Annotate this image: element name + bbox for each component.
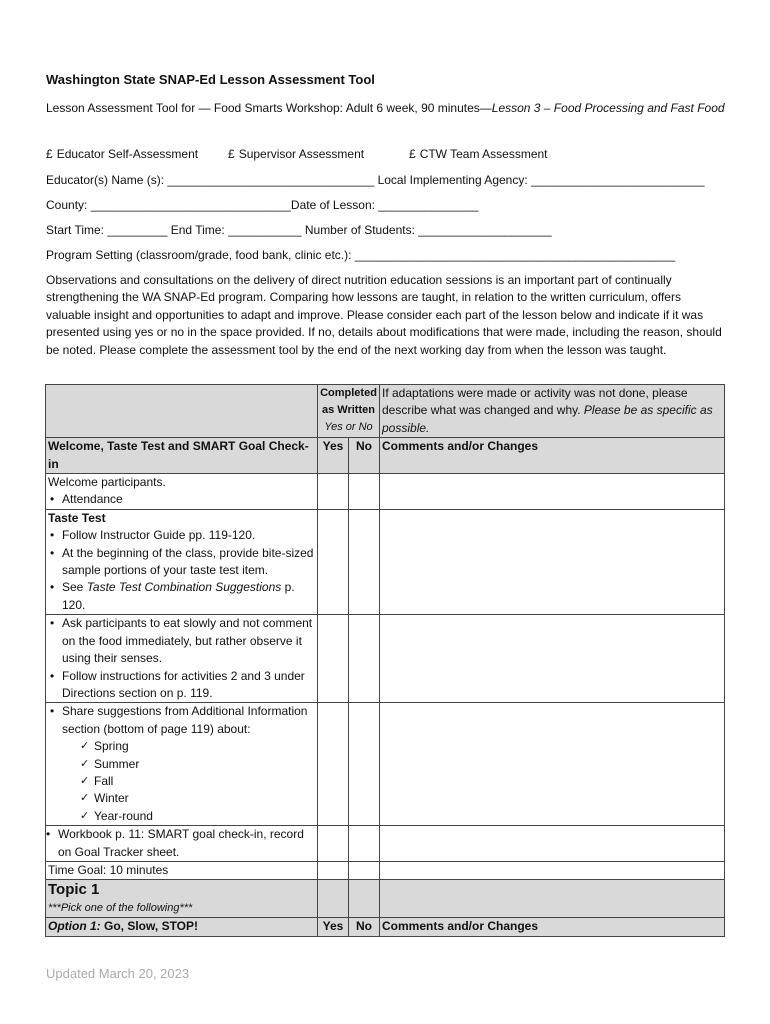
share-cell	[46, 703, 318, 826]
assessment-table	[45, 384, 725, 937]
comments-cell[interactable]	[380, 826, 725, 862]
comments-cell[interactable]	[380, 474, 725, 510]
comments-cell[interactable]	[380, 703, 725, 826]
section-header-row	[46, 438, 725, 474]
yes-cell[interactable]	[318, 826, 349, 862]
b3-pre: See	[62, 580, 87, 595]
no-header: No	[349, 918, 380, 936]
workbook-cell	[46, 826, 318, 862]
checkbox-educator-self[interactable]	[46, 146, 198, 163]
adaptation-header	[380, 385, 725, 438]
welcome-cell	[46, 474, 318, 510]
topic-blank	[349, 880, 380, 918]
option-label: Option 1:	[48, 919, 101, 934]
topic-blank	[318, 880, 349, 918]
comments-cell[interactable]	[380, 509, 725, 614]
table-row	[46, 861, 725, 879]
yes-header: Yes	[318, 438, 349, 474]
list-item	[62, 579, 315, 614]
no-cell[interactable]	[349, 826, 380, 862]
list-item: • Follow instructions for activities 2 and 3 under Directions section on p. 119.	[62, 668, 315, 703]
comments-cell	[380, 861, 725, 879]
header-blank	[46, 385, 318, 438]
time-goal: Time Goal: 10 minutes	[46, 861, 318, 879]
table-row	[46, 509, 725, 614]
yes-cell[interactable]	[318, 703, 349, 826]
comments-header: Comments and/or Changes	[380, 438, 725, 474]
season-item: ✓ Year-round	[78, 808, 315, 825]
table-row	[46, 474, 725, 510]
ask-cell	[46, 615, 318, 703]
no-cell[interactable]	[349, 615, 380, 703]
list-item: • At the beginning of the class, provide bite-sized sample portions of your taste test item.	[62, 545, 315, 580]
yes-cell[interactable]	[318, 509, 349, 614]
checkbox-glyph: £	[409, 147, 416, 161]
no-cell[interactable]	[349, 509, 380, 614]
topic-subtitle: ***Pick one of the following***	[48, 902, 193, 915]
list-item: • Workbook p. 11: SMART goal check-in, record on Goal Tracker sheet.	[58, 826, 315, 861]
checkbox-supervisor[interactable]	[228, 146, 364, 163]
checkbox-label: CTW Team Assessment	[419, 147, 548, 161]
option-header-row	[46, 918, 725, 936]
checkbox-glyph: £	[228, 147, 235, 161]
checkbox-glyph: £	[46, 147, 53, 161]
document-title: Washington State SNAP-Ed Lesson Assessment Tool	[46, 72, 375, 87]
yes-cell	[318, 861, 349, 879]
setting-field[interactable]: Program Setting (classroom/grade, food bank, clinic etc.): ________________________________________________	[46, 248, 676, 262]
topic-row	[46, 880, 725, 918]
checkbox-label: Supervisor Assessment	[238, 147, 365, 161]
yes-header: Yes	[318, 918, 349, 936]
season-item: ✓ Winter	[78, 790, 315, 807]
no-cell[interactable]	[349, 474, 380, 510]
yes-cell[interactable]	[318, 615, 349, 703]
topic-cell	[46, 880, 318, 918]
list-item: • Ask participants to eat slowly and not comment on the food immediately, but rather observe it using their senses.	[62, 615, 315, 667]
taste-test-heading: Taste Test	[48, 510, 106, 525]
season-item: ✓ Summer	[78, 756, 315, 773]
completed-header	[318, 385, 380, 438]
section-title: Welcome, Taste Test and SMART Goal Check-in	[46, 438, 318, 474]
no-cell[interactable]	[349, 703, 380, 826]
taste-test-cell	[46, 509, 318, 614]
checkbox-label: Educator Self-Assessment	[56, 147, 199, 161]
b3-ital: Taste Test Combination Suggestions	[86, 580, 282, 595]
completed-line3: Yes or No	[324, 421, 373, 433]
comments-cell[interactable]	[380, 615, 725, 703]
table-row	[46, 703, 725, 826]
option-name: Go, Slow, STOP!	[100, 919, 199, 934]
no-header: No	[349, 438, 380, 474]
table-row	[46, 826, 725, 862]
table-header-row	[46, 385, 725, 438]
completed-line2: as Written	[322, 404, 375, 416]
comments-header: Comments and/or Changes	[380, 918, 725, 936]
list-item: • Share suggestions from Additional Information section (bottom of page 119) about:	[62, 703, 315, 738]
checkbox-ctw-team[interactable]	[409, 146, 548, 163]
adaptation-text: If adaptations were made or activity was not done, please describe what was changed and why.	[382, 386, 688, 418]
county-field[interactable]: County: ______________________________Date of Lesson: _______________	[46, 198, 479, 212]
intro-lesson: Lesson 3 – Food Processing and Fast Food	[491, 101, 725, 115]
adaptation-italic: Please be as specific as possible.	[382, 403, 713, 435]
table-row	[46, 615, 725, 703]
educator-field[interactable]: Educator(s) Name (s): _______________________________ Local Implementing Agency: __________________________	[46, 173, 705, 187]
season-item: ✓ Spring	[78, 738, 315, 755]
option-title	[46, 918, 318, 936]
topic-title: Topic 1	[48, 881, 100, 899]
observations-paragraph: Observations and consultations on the delivery of direct nutrition education sessions is an important part of continually strengthening the WA SNAP-Ed program. Comparing how lessons are taught, in relation to the written curriculum, offers valuable insight and opportunities to adapt and improve. Please consider each part of the lesson below and indicate if it was presented using yes or no in the space provided. If no, details about modifications that were made, including the reason, should be noted. Please complete the assessment tool by the end of the next working day from when the lesson was taught.	[46, 273, 722, 357]
lesson-intro	[46, 100, 726, 117]
season-item: ✓ Fall	[78, 773, 315, 790]
intro-prefix: Lesson Assessment Tool for — Food Smarts Workshop: Adult 6 week, 90 minutes—	[46, 101, 492, 115]
welcome-text: Welcome participants.	[48, 475, 166, 490]
yes-cell[interactable]	[318, 474, 349, 510]
b3-post: p. 120.	[62, 580, 295, 612]
time-field[interactable]: Start Time: _________ End Time: ___________ Number of Students: ____________________	[46, 223, 552, 237]
footer-updated: Updated March 20, 2023	[46, 966, 190, 981]
no-cell	[349, 861, 380, 879]
completed-line1: Completed	[320, 387, 377, 399]
list-item: • Attendance	[62, 491, 315, 508]
topic-blank	[380, 880, 725, 918]
list-item: • Follow Instructor Guide pp. 119-120.	[62, 527, 315, 544]
